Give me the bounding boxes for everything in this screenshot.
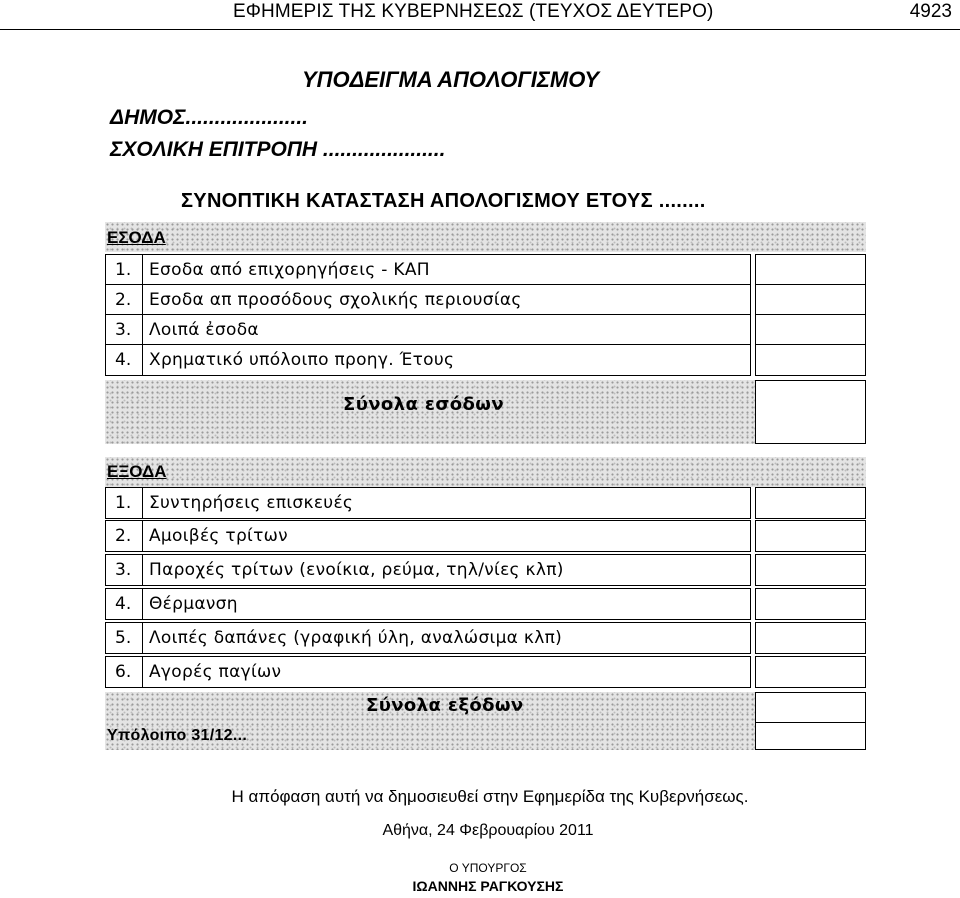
row-number: 2. <box>105 284 143 316</box>
income-header-band <box>105 222 866 252</box>
row-label: Λοιπά ἐσοδα <box>143 314 751 346</box>
header-divider <box>0 29 960 30</box>
minister-name: ΙΩΑΝΝΗΣ ΡΑΓΚΟΥΣΗΣ <box>412 878 564 894</box>
row-number: 3. <box>105 554 143 586</box>
row-number: 4. <box>105 588 143 620</box>
expense-total-amount-cell <box>755 692 866 724</box>
amount-cell <box>755 344 866 376</box>
amount-cell <box>755 254 866 286</box>
income-heading: ΕΣΟΔΑ <box>107 228 166 247</box>
row-number: 2. <box>105 520 143 552</box>
row-label: Αγορές παγίων <box>143 656 751 688</box>
publication-note: Η απόφαση αυτή να δημοσιευθεί στην Εφημερίδα της Κυβερνήσεως. <box>231 787 749 806</box>
expenses-heading: ΕΞΟΔΑ <box>107 462 167 481</box>
row-label: Αμοιβές τρίτων <box>143 520 751 552</box>
row-number: 5. <box>105 622 143 654</box>
income-row <box>105 344 866 376</box>
page-number: 4923 <box>909 1 952 22</box>
amount-cell <box>755 554 866 586</box>
document-title: ΥΠΟΔΕΙΓΜΑ ΑΠΟΛΟΓΙΣΜΟΥ <box>302 67 600 92</box>
place-and-date: Αθήνα, 24 Φεβρουαρίου 2011 <box>382 822 594 839</box>
row-number: 1. <box>105 254 143 286</box>
expense-total-label: Σύνολα εξόδων <box>366 695 524 716</box>
amount-cell <box>755 487 866 519</box>
accounts-ledger <box>105 222 866 750</box>
row-number: 3. <box>105 314 143 346</box>
income-total-amount-cell <box>755 380 866 444</box>
minister-title: Ο ΥΠΟΥΡΓΟΣ <box>449 861 527 875</box>
income-row <box>105 314 866 346</box>
row-number: 6. <box>105 656 143 688</box>
expense-header-band <box>105 457 866 487</box>
balance-amount-cell <box>755 722 866 750</box>
expense-row <box>105 520 866 552</box>
expense-row <box>105 588 866 620</box>
amount-cell <box>755 520 866 552</box>
row-label: Συντηρήσεις επισκευές <box>143 487 751 519</box>
amount-cell <box>755 656 866 688</box>
expense-row <box>105 622 866 654</box>
income-row <box>105 284 866 316</box>
row-label: Λοιπές δαπάνες (γραφική ύλη, αναλώσιμα κλπ) <box>143 622 751 654</box>
amount-cell <box>755 622 866 654</box>
income-total-label: Σύνολα εσόδων <box>343 394 504 415</box>
expense-row <box>105 656 866 688</box>
row-number: 4. <box>105 344 143 376</box>
expense-row <box>105 554 866 586</box>
amount-cell <box>755 314 866 346</box>
row-label: Χρηματικό υπόλοιπο προηγ. Έτους <box>143 344 751 376</box>
row-label: Εσοδα από επιχορηγήσεις - ΚΑΠ <box>143 254 751 286</box>
amount-cell <box>755 284 866 316</box>
expense-row <box>105 487 866 519</box>
gazette-header-title: ΕΦΗΜΕΡΙΣ ΤΗΣ ΚΥΒΕΡΝΗΣΕΩΣ (ΤΕΥΧΟΣ ΔΕΥΤΕΡΟ) <box>233 1 714 22</box>
row-label: Παροχές τρίτων (ενοίκια, ρεύμα, τηλ/νίες κλπ) <box>143 554 751 586</box>
summary-title: ΣΥΝΟΠΤΙΚΗ ΚΑΤΑΣΤΑΣΗ ΑΠΟΛΟΓΙΣΜΟΥ ΕΤΟΥΣ ........ <box>181 190 706 212</box>
municipality-line: ΔΗΜΟΣ..................... <box>110 106 309 129</box>
row-label: Θέρμανση <box>143 588 751 620</box>
row-label: Εσοδα απ προσόδους σχολικής περιουσίας <box>143 284 751 316</box>
row-number: 1. <box>105 487 143 519</box>
amount-cell <box>755 588 866 620</box>
income-row <box>105 254 866 286</box>
school-committee-line: ΣΧΟΛΙΚΗ ΕΠΙΤΡΟΠΗ ..................... <box>110 138 446 161</box>
balance-label: Υπόλοιπο 31/12... <box>107 727 248 744</box>
